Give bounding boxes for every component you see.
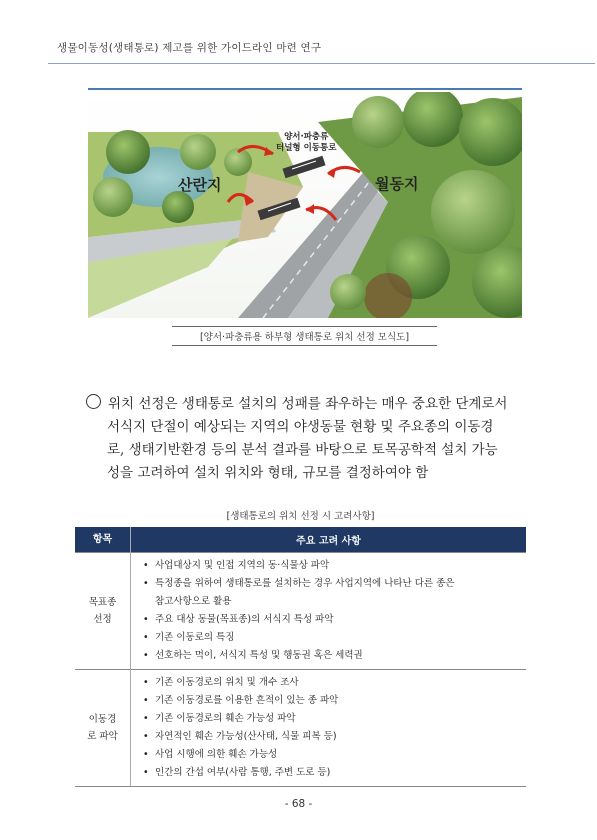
circle-bullet-icon — [86, 394, 101, 409]
tree — [180, 134, 216, 170]
label-tunnel-line1: 양서·파충류 — [284, 132, 329, 142]
paragraph-text: 위치 선정은 생태통로 설치의 성패를 좌우하는 매우 중요한 단계로서 — [108, 396, 508, 412]
tree — [106, 130, 150, 174]
item-label: 목표종 — [88, 597, 117, 608]
label-wintering-ground: 월동지 — [375, 175, 419, 193]
tree — [330, 274, 366, 310]
page-number: - 68 - — [284, 798, 313, 810]
item-label: 로 파악 — [87, 731, 118, 742]
list-item: • 사업대상지 및 인접 지역의 동·식물상 파악 — [139, 557, 520, 575]
row-considerations — [131, 553, 527, 670]
paragraph-line — [86, 393, 526, 416]
list-item: • 선호하는 먹이, 서식지 특성 및 행동권 혹은 세력권 — [139, 647, 520, 665]
item-label: 이동경 — [88, 714, 117, 725]
label-tunnel-corridor — [276, 132, 336, 154]
tree — [352, 96, 404, 148]
figure-top-rule — [88, 88, 522, 90]
table-header-row — [75, 527, 526, 553]
paragraph-line: 서식지 단절이 예상되는 지역의 야생동물 현황 및 주요종의 이동경 — [107, 419, 494, 435]
ecological-corridor-illustration — [88, 92, 522, 318]
list-item: • 기존 이동로의 특징 — [139, 629, 520, 647]
caption-rule-top — [172, 326, 437, 327]
tree — [431, 170, 515, 254]
label-tunnel-line2: 터널형 이동통로 — [276, 143, 337, 153]
table-row — [75, 553, 526, 670]
header-considerations: 주요 고려 사항 — [131, 527, 527, 553]
bullet-list — [139, 674, 520, 782]
body-paragraph — [86, 393, 526, 485]
paragraph-line: 성을 고려하여 설치 위치와 형태, 규모를 결정하여야 함 — [107, 465, 429, 481]
item-label: 선정 — [93, 614, 112, 625]
table-caption: [생태통로의 위치 선정 시 고려사항] — [226, 511, 375, 522]
bullet-list — [139, 557, 520, 665]
paragraph-line: 로, 생태기반환경 등의 분석 결과를 바탕으로 토목공학적 설치 가능 — [107, 442, 498, 458]
list-item: • 기존 이동경로의 훼손 가능성 파악 — [139, 710, 520, 728]
figure-caption: [양서·파충류용 하부형 생태통로 위치 선정 모식도] — [199, 332, 410, 343]
caption-rule-bottom — [172, 345, 437, 346]
list-item — [139, 575, 520, 611]
list-item: • 인간의 간섭 여부(사람 통행, 주변 도로 등) — [139, 764, 520, 782]
list-item: • 자연적인 훼손 가능성(산사태, 식물 피복 등) — [139, 728, 520, 746]
list-item: • 사업 시행에 의한 훼손 가능성 — [139, 746, 520, 764]
list-item: • 기존 이동경로의 위치 및 개수 조사 — [139, 674, 520, 692]
list-item-continuation: 참고사항으로 활용 — [155, 596, 232, 607]
row-considerations — [131, 670, 527, 787]
list-item: • 기존 이동경로를 이용한 흔적이 있는 종 파악 — [139, 692, 520, 710]
tree — [224, 148, 252, 176]
considerations-table — [75, 527, 526, 787]
tree — [93, 177, 133, 217]
tree — [162, 191, 194, 223]
illustration-scene — [88, 92, 522, 318]
running-header: 생물이동성(생태통로) 제고를 위한 가이드라인 마련 연구 — [57, 42, 322, 54]
row-item-target-species — [75, 553, 131, 670]
row-item-migration-route — [75, 670, 131, 787]
header-rule — [48, 63, 595, 64]
list-item-text: 특정종을 위하여 생태통로를 설치하는 경우 사업지역에 나타난 다른 종은 — [155, 578, 455, 589]
label-spawning-ground: 산란지 — [178, 176, 222, 194]
table-row — [75, 670, 526, 787]
header-item: 항목 — [75, 527, 131, 553]
list-item: • 주요 대상 동물(목표종)의 서식지 특성 파악 — [139, 611, 520, 629]
